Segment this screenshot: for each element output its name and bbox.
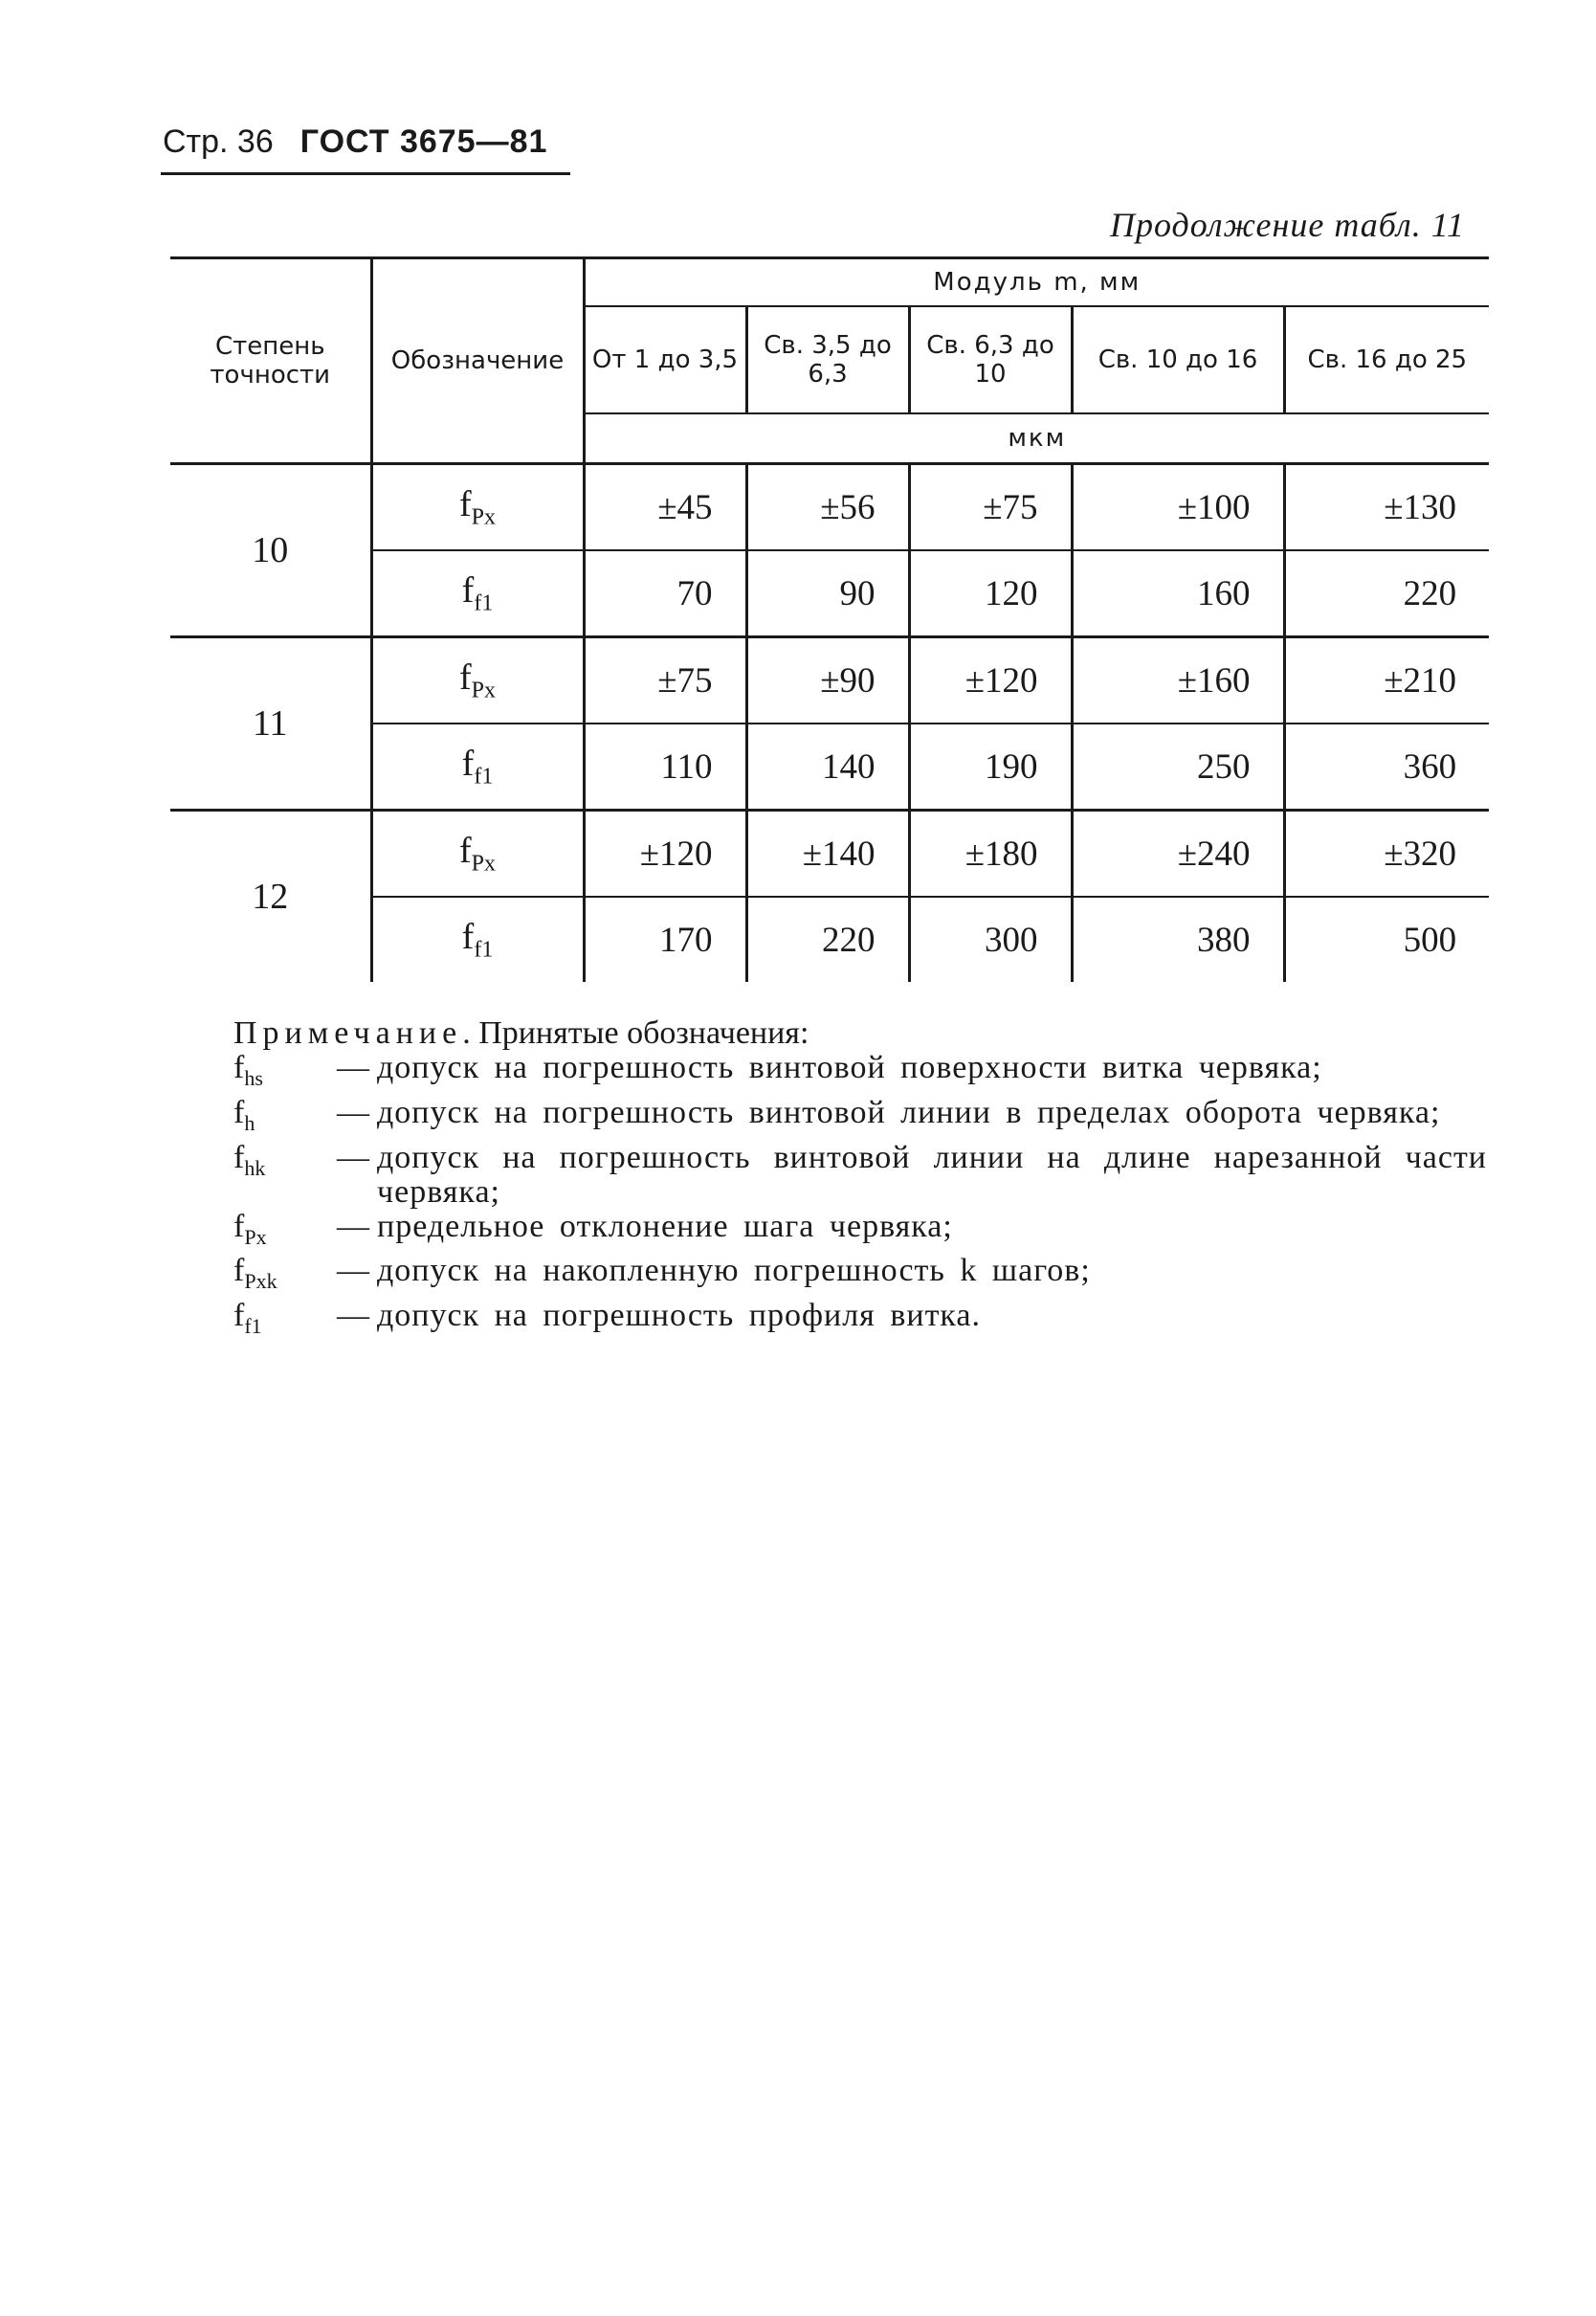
- value-cell: ±120: [909, 637, 1072, 724]
- note-item: $f_{Px}$ — предельное отклонение шага червяка;: [233, 1208, 953, 1249]
- value-cell: ±210: [1284, 637, 1489, 724]
- note-item: $f_{f1}$ — допуск на погрешность профиля витка.: [233, 1298, 982, 1338]
- value-cell: 250: [1072, 724, 1284, 811]
- value-cell: ±75: [909, 464, 1072, 551]
- symbol-cell: $f_{Px}$: [371, 811, 584, 898]
- modul-header: Модуль m, мм: [584, 258, 1489, 307]
- note-item: $f_h$ — допуск на погрешность винтовой линии в пределах оборота червяка;: [233, 1094, 1441, 1135]
- symbol-cell: $f_{Px}$: [371, 637, 584, 724]
- table-continuation-caption: Продолжение табл. 11: [1110, 206, 1466, 244]
- col-header: Св. 6,3 до 10: [909, 306, 1072, 413]
- value-cell: 220: [746, 897, 909, 982]
- value-cell: 90: [746, 550, 909, 637]
- col-header: Св. 3,5 до 6,3: [746, 306, 909, 413]
- value-cell: 500: [1284, 897, 1489, 982]
- unit-header: мкм: [584, 413, 1489, 464]
- standard-code: ГОСТ 3675—81: [299, 123, 548, 160]
- grade-cell: 12: [252, 877, 289, 917]
- col-header: Св. 16 до 25: [1284, 306, 1489, 413]
- note-item: $f_{hk}$ — допуск на погрешность винтовой линии на длине нарезанной части червяка;: [233, 1139, 1487, 1210]
- page-number: Стр. 36: [163, 123, 274, 160]
- value-cell: 360: [1284, 724, 1489, 811]
- value-cell: ±90: [746, 637, 909, 724]
- value-cell: 380: [1072, 897, 1284, 982]
- value-cell: ±320: [1284, 811, 1489, 898]
- value-cell: ±160: [1072, 637, 1284, 724]
- value-cell: 70: [584, 550, 746, 637]
- note-title: Примечание. Принятые обозначения:: [233, 1015, 809, 1051]
- note-item: $f_{hs}$ — допуск на погрешность винтовой поверхности витка червяка;: [233, 1050, 1322, 1090]
- value-cell: ±240: [1072, 811, 1284, 898]
- col-symbol-header: Обозначение: [371, 258, 584, 464]
- symbol-cell: $f_{f1}$: [371, 724, 584, 811]
- value-cell: ±140: [746, 811, 909, 898]
- value-cell: 160: [1072, 550, 1284, 637]
- col-grade-header: Степень точности: [170, 258, 371, 464]
- page-header: [163, 122, 547, 162]
- col-header: Св. 10 до 16: [1072, 306, 1284, 413]
- value-cell: 190: [909, 724, 1072, 811]
- symbol-cell: $f_{f1}$: [371, 550, 584, 637]
- symbol-cell: $f_{Px}$: [371, 464, 584, 551]
- value-cell: 140: [746, 724, 909, 811]
- col-header: От 1 до 3,5: [584, 306, 746, 413]
- grade-cell: 11: [170, 637, 371, 811]
- note-block: [233, 1016, 1487, 1344]
- value-cell: 120: [909, 550, 1072, 637]
- value-cell: 110: [584, 724, 746, 811]
- value-cell: ±45: [584, 464, 746, 551]
- value-cell: 170: [584, 897, 746, 982]
- tolerance-table: [170, 256, 1489, 982]
- value-cell: ±100: [1072, 464, 1284, 551]
- symbol-cell: $f_{f1}$: [371, 897, 584, 982]
- value-cell: 300: [909, 897, 1072, 982]
- note-item: $f_{Pxk}$ — допуск на накопленную погрешность k шагов;: [233, 1253, 1091, 1294]
- grade-cell: 10: [170, 464, 371, 637]
- value-cell: ±130: [1284, 464, 1489, 551]
- header-rule: [161, 172, 570, 175]
- value-cell: ±56: [746, 464, 909, 551]
- value-cell: 220: [1284, 550, 1489, 637]
- value-cell: ±180: [909, 811, 1072, 898]
- value-cell: ±120: [584, 811, 746, 898]
- value-cell: ±75: [584, 637, 746, 724]
